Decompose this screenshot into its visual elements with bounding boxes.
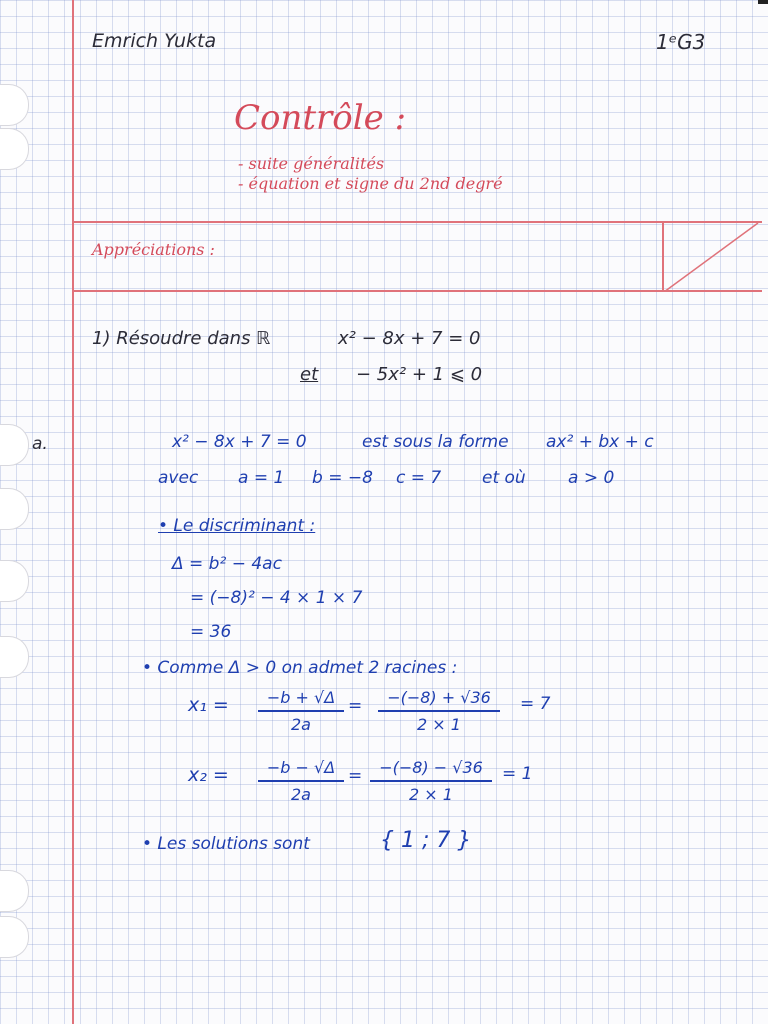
x2-denominator-general: 2a xyxy=(291,785,311,804)
x1-numerator-numeric: −(−8) + √36 xyxy=(378,688,500,712)
binder-hole xyxy=(0,916,29,958)
binder-hole xyxy=(0,128,29,170)
x1-result: = 7 xyxy=(520,694,551,714)
avec-label: avec xyxy=(158,468,199,488)
x1-denominator-numeric: 2 × 1 xyxy=(417,715,461,734)
subtitle-line-2: - équation et signe du 2nd degré xyxy=(238,174,503,193)
x1-fraction-numeric xyxy=(378,688,500,734)
equation-1: x² − 8x + 7 = 0 xyxy=(338,328,481,349)
x2-denominator-numeric: 2 × 1 xyxy=(409,785,453,804)
x1-numerator-general: −b + √Δ xyxy=(258,688,344,712)
et-ou-text: et où xyxy=(482,468,526,488)
x1-label: x₁ = xyxy=(188,694,229,716)
delta-line-3: = 36 xyxy=(190,622,232,642)
appreciation-box-top-line xyxy=(72,221,762,223)
binder-hole xyxy=(0,560,29,602)
student-name: Emrich Yukta xyxy=(92,30,217,52)
x2-numerator-general: −b − √Δ xyxy=(258,758,344,782)
page-title: Contrôle : xyxy=(234,98,407,138)
x2-fraction-general xyxy=(258,758,344,804)
x1-denominator-general: 2a xyxy=(291,715,311,734)
x2-result: = 1 xyxy=(502,764,533,784)
corner-mark xyxy=(758,0,768,4)
x1-fraction-general xyxy=(258,688,344,734)
discriminant-heading: • Le discriminant : xyxy=(158,516,316,536)
coef-c: c = 7 xyxy=(396,468,442,488)
exercise-statement: 1) Résoudre dans ℝ xyxy=(92,328,271,349)
comme-line: • Comme Δ > 0 on admet 2 racines : xyxy=(142,658,458,678)
binder-hole xyxy=(0,488,29,530)
binder-hole xyxy=(0,636,29,678)
appreciation-label: Appréciations : xyxy=(92,240,215,259)
red-margin-line xyxy=(72,0,74,1024)
delta-line-1: Δ = b² − 4ac xyxy=(172,554,282,574)
x2-fraction-numeric xyxy=(370,758,492,804)
coef-b: b = −8 xyxy=(312,468,373,488)
solution-set: { 1 ; 7 } xyxy=(380,828,472,853)
subtitle-line-1: - suite généralités xyxy=(238,154,385,173)
binder-hole xyxy=(0,870,29,912)
binder-hole xyxy=(0,84,29,126)
coef-a: a = 1 xyxy=(238,468,285,488)
x1-equals: = xyxy=(348,696,363,716)
solutions-line: • Les solutions sont xyxy=(142,834,310,854)
line1-text: est sous la forme xyxy=(362,432,509,452)
connector-et: et xyxy=(300,364,319,385)
condition-a: a > 0 xyxy=(568,468,615,488)
line1-form: ax² + bx + c xyxy=(546,432,654,452)
grade-box-diagonal xyxy=(662,221,762,292)
class-label: 1ᵉG3 xyxy=(656,30,706,54)
x2-numerator-numeric: −(−8) − √36 xyxy=(370,758,492,782)
appreciation-box-bottom-line xyxy=(72,290,762,292)
delta-line-2: = (−8)² − 4 × 1 × 7 xyxy=(190,588,363,608)
x2-equals: = xyxy=(348,766,363,786)
x2-label: x₂ = xyxy=(188,764,229,786)
line1-equation: x² − 8x + 7 = 0 xyxy=(172,432,307,452)
inequation: − 5x² + 1 ⩽ 0 xyxy=(356,364,483,385)
part-a-label: a. xyxy=(32,434,48,454)
binder-hole xyxy=(0,424,29,466)
